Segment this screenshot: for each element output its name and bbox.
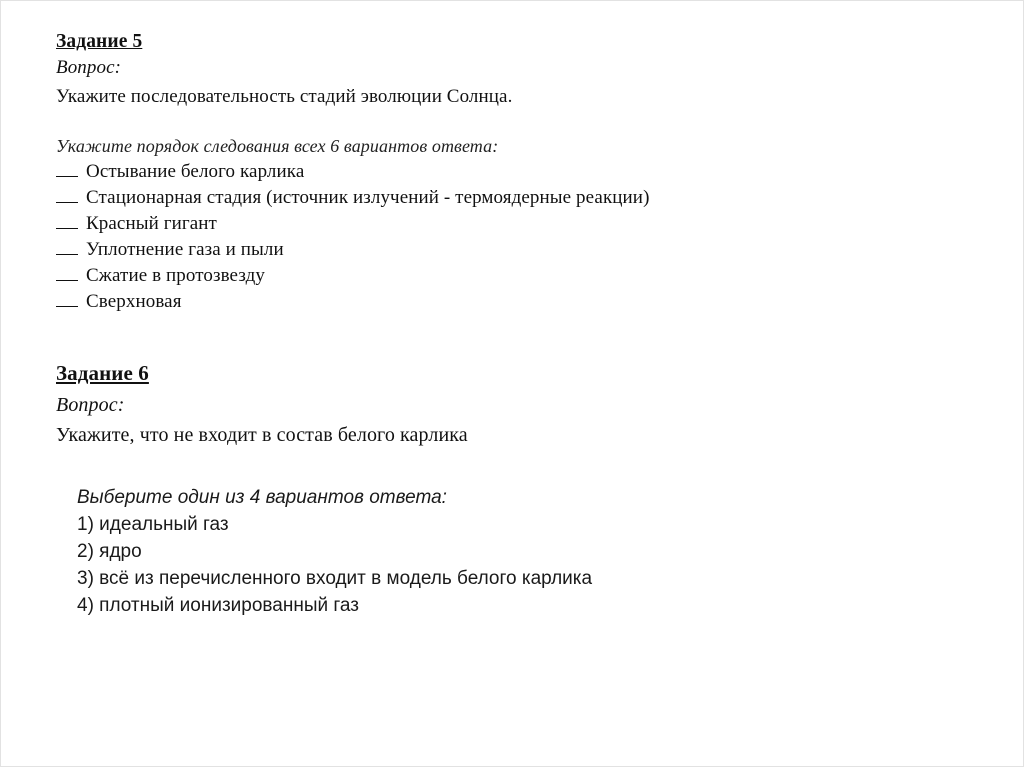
task5-heading: Задание 5 — [56, 31, 143, 52]
answer-blank[interactable] — [56, 265, 78, 281]
task5-option-text: Уплотнение газа и пыли — [86, 239, 284, 260]
task5-instruction: Укажите порядок следования всех 6 вариантов ответа: — [56, 136, 499, 156]
task5-option — [56, 161, 304, 183]
task6-option[interactable]: 3) всё из перечисленного входит в модель белого карлика — [77, 568, 593, 589]
task6-question-label: Вопрос: — [56, 394, 125, 416]
answer-blank[interactable] — [56, 213, 78, 229]
task5-question: Укажите последовательность стадий эволюции Солнца. — [56, 86, 513, 107]
task5-option — [56, 291, 182, 313]
task6-question: Укажите, что не входит в состав белого карлика — [56, 424, 468, 446]
task6-instruction: Выберите один из 4 вариантов ответа: — [77, 487, 447, 508]
task5-option-text: Красный гигант — [86, 213, 217, 234]
task6-option[interactable]: 4) плотный ионизированный газ — [77, 595, 359, 616]
task5-option-text: Остывание белого карлика — [86, 161, 305, 182]
task6-option[interactable]: 2) ядро — [77, 541, 142, 562]
answer-blank[interactable] — [56, 239, 78, 255]
answer-blank[interactable] — [56, 291, 78, 307]
task6-heading: Задание 6 — [56, 361, 149, 385]
answer-blank[interactable] — [56, 187, 78, 203]
task6-option[interactable]: 1) идеальный газ — [77, 514, 229, 535]
task5-question-label: Вопрос: — [56, 57, 122, 78]
task5-option — [56, 265, 265, 287]
task5-option-text: Сжатие в протозвезду — [86, 265, 265, 286]
task5-option-text: Сверхновая — [86, 291, 182, 312]
task5-option — [56, 187, 650, 209]
task5-option — [56, 213, 217, 235]
task5-option-text: Стационарная стадия (источник излучений - термоядерные реакции) — [86, 187, 650, 208]
answer-blank[interactable] — [56, 161, 78, 177]
task5-option — [56, 239, 284, 261]
